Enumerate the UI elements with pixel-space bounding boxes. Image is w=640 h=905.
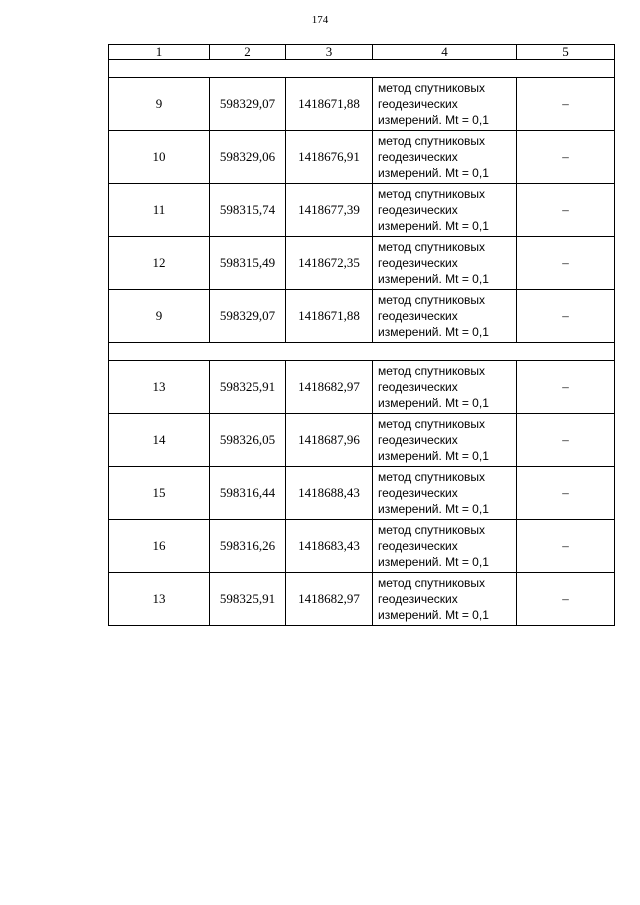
group-separator-cell bbox=[109, 343, 615, 361]
method-line: измерений. Mt = 0,1 bbox=[378, 555, 489, 569]
group-separator-row bbox=[109, 343, 615, 361]
method-line: геодезических bbox=[378, 539, 458, 553]
method-line: геодезических bbox=[378, 256, 458, 270]
method-cell bbox=[373, 290, 517, 343]
column-header-1: 1 bbox=[109, 45, 210, 60]
column-header-2: 2 bbox=[210, 45, 286, 60]
method-line: метод спутниковых bbox=[378, 576, 486, 590]
point-number-cell: 11 bbox=[109, 184, 210, 237]
note-cell: – bbox=[517, 520, 615, 573]
method-cell bbox=[373, 414, 517, 467]
y-coordinate-cell: 1418682,97 bbox=[286, 573, 373, 626]
method-line: измерений. Mt = 0,1 bbox=[378, 113, 489, 127]
x-coordinate-cell: 598325,91 bbox=[210, 573, 286, 626]
header-row bbox=[109, 45, 615, 60]
method-line: метод спутниковых bbox=[378, 240, 486, 254]
point-number-cell: 14 bbox=[109, 414, 210, 467]
method-cell bbox=[373, 78, 517, 131]
x-coordinate-cell: 598326,05 bbox=[210, 414, 286, 467]
note-cell: – bbox=[517, 131, 615, 184]
table-row bbox=[109, 78, 615, 131]
method-line: измерений. Mt = 0,1 bbox=[378, 449, 489, 463]
method-line: измерений. Mt = 0,1 bbox=[378, 272, 489, 286]
method-line: метод спутниковых bbox=[378, 81, 486, 95]
coordinates-table bbox=[108, 44, 615, 626]
method-line: метод спутниковых bbox=[378, 523, 486, 537]
point-number-cell: 9 bbox=[109, 78, 210, 131]
x-coordinate-cell: 598316,44 bbox=[210, 467, 286, 520]
method-line: геодезических bbox=[378, 150, 458, 164]
y-coordinate-cell: 1418671,88 bbox=[286, 290, 373, 343]
method-cell bbox=[373, 467, 517, 520]
y-coordinate-cell: 1418688,43 bbox=[286, 467, 373, 520]
y-coordinate-cell: 1418683,43 bbox=[286, 520, 373, 573]
table-row bbox=[109, 290, 615, 343]
x-coordinate-cell: 598315,49 bbox=[210, 237, 286, 290]
group-separator-row bbox=[109, 60, 615, 78]
method-line: геодезических bbox=[378, 380, 458, 394]
note-cell: – bbox=[517, 184, 615, 237]
x-coordinate-cell: 598329,06 bbox=[210, 131, 286, 184]
method-line: измерений. Mt = 0,1 bbox=[378, 396, 489, 410]
note-cell: – bbox=[517, 361, 615, 414]
point-number-cell: 9 bbox=[109, 290, 210, 343]
point-number-cell: 12 bbox=[109, 237, 210, 290]
group-separator-cell bbox=[109, 60, 615, 78]
method-line: метод спутниковых bbox=[378, 187, 486, 201]
x-coordinate-cell: 598316,26 bbox=[210, 520, 286, 573]
method-line: измерений. Mt = 0,1 bbox=[378, 219, 489, 233]
method-line: метод спутниковых bbox=[378, 134, 486, 148]
method-line: измерений. Mt = 0,1 bbox=[378, 502, 489, 516]
column-header-3: 3 bbox=[286, 45, 373, 60]
method-line: геодезических bbox=[378, 309, 458, 323]
page-number: 174 bbox=[311, 14, 329, 26]
method-line: геодезических bbox=[378, 203, 458, 217]
point-number-cell: 10 bbox=[109, 131, 210, 184]
table-row bbox=[109, 361, 615, 414]
note-cell: – bbox=[517, 414, 615, 467]
y-coordinate-cell: 1418671,88 bbox=[286, 78, 373, 131]
y-coordinate-cell: 1418687,96 bbox=[286, 414, 373, 467]
column-header-5: 5 bbox=[517, 45, 615, 60]
method-line: метод спутниковых bbox=[378, 470, 486, 484]
method-cell bbox=[373, 573, 517, 626]
method-line: метод спутниковых bbox=[378, 417, 486, 431]
method-line: метод спутниковых bbox=[378, 364, 486, 378]
method-line: геодезических bbox=[378, 97, 458, 111]
table-row bbox=[109, 184, 615, 237]
table-row bbox=[109, 237, 615, 290]
method-line: метод спутниковых bbox=[378, 293, 486, 307]
y-coordinate-cell: 1418677,39 bbox=[286, 184, 373, 237]
y-coordinate-cell: 1418676,91 bbox=[286, 131, 373, 184]
point-number-cell: 15 bbox=[109, 467, 210, 520]
method-cell bbox=[373, 184, 517, 237]
point-number-cell: 16 bbox=[109, 520, 210, 573]
x-coordinate-cell: 598325,91 bbox=[210, 361, 286, 414]
note-cell: – bbox=[517, 78, 615, 131]
point-number-cell: 13 bbox=[109, 361, 210, 414]
method-cell bbox=[373, 520, 517, 573]
method-line: геодезических bbox=[378, 486, 458, 500]
note-cell: – bbox=[517, 573, 615, 626]
method-line: измерений. Mt = 0,1 bbox=[378, 608, 489, 622]
table-row bbox=[109, 414, 615, 467]
note-cell: – bbox=[517, 290, 615, 343]
method-line: измерений. Mt = 0,1 bbox=[378, 325, 489, 339]
y-coordinate-cell: 1418682,97 bbox=[286, 361, 373, 414]
table-row bbox=[109, 520, 615, 573]
note-cell: – bbox=[517, 237, 615, 290]
method-line: геодезических bbox=[378, 433, 458, 447]
point-number-cell: 13 bbox=[109, 573, 210, 626]
method-cell bbox=[373, 237, 517, 290]
table-row bbox=[109, 467, 615, 520]
table-row bbox=[109, 573, 615, 626]
y-coordinate-cell: 1418672,35 bbox=[286, 237, 373, 290]
method-cell bbox=[373, 131, 517, 184]
method-line: измерений. Mt = 0,1 bbox=[378, 166, 489, 180]
x-coordinate-cell: 598329,07 bbox=[210, 78, 286, 131]
column-header-4: 4 bbox=[373, 45, 517, 60]
table-row bbox=[109, 131, 615, 184]
x-coordinate-cell: 598329,07 bbox=[210, 290, 286, 343]
method-line: геодезических bbox=[378, 592, 458, 606]
method-cell bbox=[373, 361, 517, 414]
x-coordinate-cell: 598315,74 bbox=[210, 184, 286, 237]
note-cell: – bbox=[517, 467, 615, 520]
